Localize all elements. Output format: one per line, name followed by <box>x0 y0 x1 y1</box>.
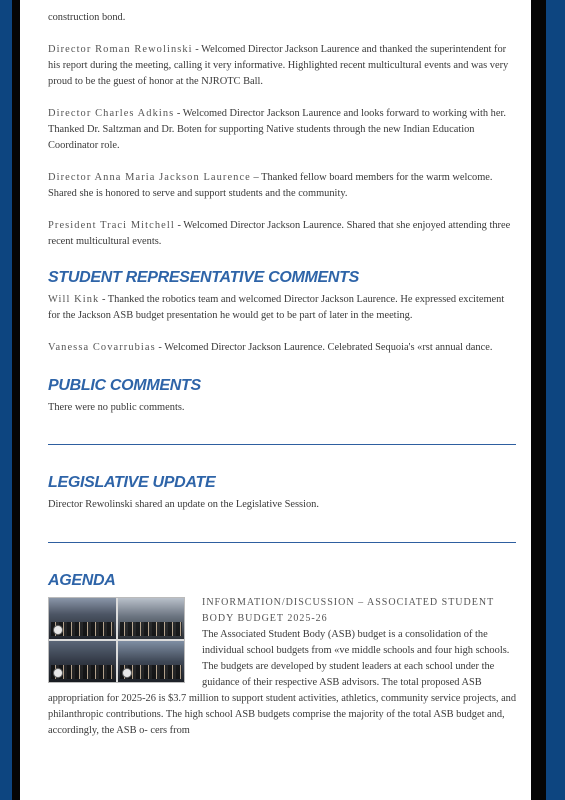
board-comment-continuation <box>48 10 518 26</box>
commenter-name: Will Kink <box>48 294 100 305</box>
district-seal-icon <box>53 625 63 635</box>
commenter-name: Director Anna Maria Jackson Laurence <box>48 172 251 183</box>
district-seal-icon <box>122 668 132 678</box>
board-comment-mitchell <box>48 218 518 250</box>
legislative-update-text: Director Rewolinski shared an update on the Legislative Session. <box>48 499 319 510</box>
agenda-item-title: INFORMATION/DISCUSSION – ASSOCIATED STUDENT BODY BUDGET 2025-26 <box>202 597 495 624</box>
left-frame-stripe <box>12 0 20 800</box>
students-podium-photo <box>118 598 185 639</box>
comment-text: - Welcomed Director Jackson Laurence. Shared that she enjoyed attending three recent multicultural events. <box>48 220 511 247</box>
students-group-photo <box>49 598 116 639</box>
students-group-photo <box>118 641 185 682</box>
comment-text: construction bond. <box>48 12 126 23</box>
student-representative-heading: STUDENT REPRESENTATIVE COMMENTS <box>48 269 360 286</box>
student-comment-covarrubias <box>48 340 518 356</box>
students-group-photo <box>49 641 116 682</box>
board-comment-adkins <box>48 106 518 154</box>
district-seal-icon <box>53 668 63 678</box>
comment-text: - Thanked the robotics team and welcomed Director Jackson Laurence. He expressed excitement for the Jackson ASB budget presentation he would get to be part of later in the meeting. <box>48 294 505 321</box>
right-frame-stripe <box>531 0 546 800</box>
student-comment-kink <box>48 292 518 324</box>
asb-students-photo-collage <box>48 597 185 683</box>
public-comments-text: There were no public comments. <box>48 402 185 413</box>
commenter-name: President Traci Mitchell <box>48 220 175 231</box>
comment-text: - Welcomed Director Jackson Laurence and thanked the superintendent for his report during the meeting, calling it very informative. Highlighted recent multicultural events and was very proud to be the guest of honor at the NJROTC Ball. <box>48 44 509 87</box>
agenda-item-body: The Associated Student Body (ASB) budget is a consolidation of the individual school budgets from «ve middle schools and four high schools. The budgets are developed by student leaders at each school under the guidance of their respective ASB advisors. The total proposed ASB appropriation for 2025-26 is $3.7 million to support student activities, athletics, community service projects, and philanthropic contributions. The high school ASB budgets comprise the majority of the total ASB budget and, accordingly, the ASB o- cers from <box>48 629 517 736</box>
comment-text: – Thanked fellow board members for the warm welcome. Shared she is honored to serve and support students and the community. <box>48 172 493 199</box>
comment-text: - Welcomed Director Jackson Laurence. Celebrated Sequoia's «rst annual dance. <box>155 342 493 353</box>
commenter-name: Director Roman Rewolinski <box>48 44 193 55</box>
newsletter-content <box>48 0 518 739</box>
newsletter-page <box>20 0 531 800</box>
commenter-name: Director Charles Adkins <box>48 108 175 119</box>
agenda-heading: AGENDA <box>48 572 116 589</box>
comment-text: - Welcomed Director Jackson Laurence and looks forward to working with her. Thanked Dr. Saltzman and Dr. Boten for supporting Native students through the new Indian Education Coordinator role. <box>48 108 506 151</box>
board-comment-jackson-laurence <box>48 170 518 202</box>
commenter-name: Vanessa Covarrubias <box>48 342 156 353</box>
legislative-update-heading: LEGISLATIVE UPDATE <box>48 474 216 491</box>
board-comment-rewolinski <box>48 42 518 90</box>
public-comments-heading: PUBLIC COMMENTS <box>48 377 201 394</box>
